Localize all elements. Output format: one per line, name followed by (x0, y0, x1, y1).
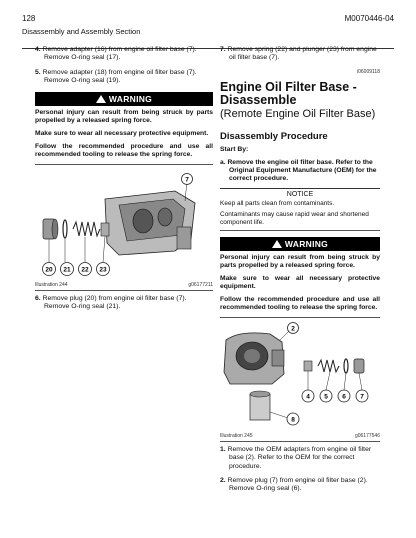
callout-7: 7 (360, 393, 364, 401)
procedure-heading: Disassembly Procedure (220, 130, 328, 142)
page-title: Engine Oil Filter Base - Disassemble (220, 79, 357, 108)
notice-text-2: Contaminants may cause rapid wear and shortened component life. (220, 210, 369, 226)
illustration-245-drawing (220, 322, 380, 428)
callout-2: 2 (291, 325, 295, 333)
callout-5: 5 (324, 393, 328, 401)
step-6: 6. Remove plug (20) from engine oil filter base (7). Remove O-ring seal (21). (35, 294, 187, 311)
step-7: 7. Remove spring (22) and plunger (23) from engine oil filter base (7). (220, 46, 377, 62)
callout-23: 23 (99, 266, 107, 274)
page-subtitle: (Remote Engine Oil Filter Base) (220, 107, 376, 120)
notice-text-1: Keep all parts clean from contaminants. (220, 199, 335, 207)
right-column (220, 46, 380, 500)
topic-id: i06009118 (357, 68, 380, 75)
callout-22: 22 (81, 266, 89, 274)
page-header (22, 14, 394, 49)
warning-text-2: Make sure to wear all necessary protective equipment. (35, 129, 209, 137)
warning-text-1: Personal injury can result from being struck by parts propelled by a released spring force. (220, 253, 380, 269)
divider (220, 441, 380, 442)
warning-text-2: Make sure to wear all necessary protective equipment. (220, 274, 380, 290)
divider (35, 290, 213, 291)
start-by-step-a: a. Remove the engine oil filter base. Refer to the Original Equipment Manufacture (OEM) for the correct procedure. (220, 158, 377, 182)
notice-box (220, 188, 380, 227)
step-5: 5. Remove adapter (18) from engine oil filter base (7). Remove O-ring seal (19). (35, 68, 197, 85)
divider (220, 230, 380, 231)
warning-banner: WARNING (35, 92, 213, 106)
callout-7: 7 (185, 176, 189, 184)
divider (220, 317, 380, 318)
illustration-244-drawing (35, 169, 213, 277)
warning-triangle-icon (96, 95, 106, 103)
start-by-label: Start By: (220, 145, 249, 153)
warning-triangle-icon (272, 240, 282, 248)
divider (35, 164, 213, 165)
warning-text-1: Personal injury can result from being struck by parts propelled by a released spring force. (35, 108, 213, 124)
callout-6: 6 (342, 393, 346, 401)
page-number: 128 (22, 14, 36, 23)
step-4: 4. Remove adapter (16) from engine oil filter base (7). Remove O-ring seal (17). (35, 46, 197, 62)
warning-text-3: Follow the recommended procedure and use all recommended tooling to release the spring force. (220, 295, 380, 311)
document-id: M0070446-04 (344, 14, 394, 23)
illustration-245-caption: Illustration 245 g06177546 (220, 432, 380, 439)
callout-21: 21 (63, 266, 71, 274)
callout-4: 4 (306, 393, 310, 401)
illustration-244-caption: Illustration 244 g06177211 (35, 281, 213, 288)
callout-8: 8 (291, 416, 295, 424)
warning-banner: WARNING (220, 237, 380, 251)
warning-text-3: Follow the recommended procedure and use all recommended tooling to release the spring force. (35, 142, 213, 158)
callout-20: 20 (45, 266, 53, 274)
section-title: Disassembly and Assembly Section (22, 27, 141, 36)
notice-label: NOTICE (286, 190, 314, 198)
step-1: 1. Remove the OEM adapters from engine oil filter base (2). Refer to the OEM for the correct procedure. (220, 445, 372, 470)
step-2: 2. Remove plug (7) from engine oil filter base (2). Remove O-ring seal (6). (220, 477, 368, 493)
left-column (35, 46, 213, 317)
